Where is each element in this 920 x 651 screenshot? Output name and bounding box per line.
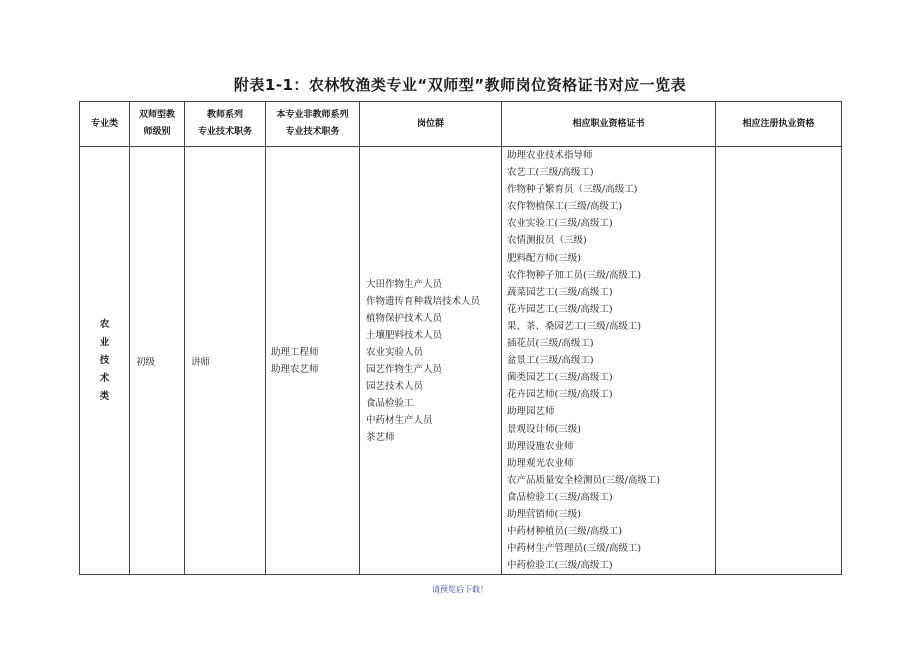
post-item: 农业实验人员 xyxy=(366,346,424,358)
header-level-line: 双师型教 xyxy=(138,110,175,120)
certificate-item: 作物种子繁育员（三级/高级工) xyxy=(507,184,638,196)
certificate-item: 肥料配方师(三级) xyxy=(507,252,581,264)
header-category: 专业类 xyxy=(80,102,130,147)
cell-level: 初级 xyxy=(130,147,185,575)
certificate-item: 花卉园艺工(三级/高级工) xyxy=(507,303,613,315)
certificate-item: 助理设施农业师 xyxy=(507,440,574,452)
header-nonteacher-title-line: 本专业非教师系列 xyxy=(276,110,349,120)
cell-teacher-title: 讲师 xyxy=(185,147,266,575)
certificate-item: 中药检验工(三级/高级工) xyxy=(507,560,613,572)
post-item: 植物保护技术人员 xyxy=(366,312,443,324)
cell-registration xyxy=(716,147,842,575)
cell-category xyxy=(80,147,130,575)
footer-note: 请预览后下载！ xyxy=(432,585,488,594)
certificate-item: 助理农业技术指导师 xyxy=(507,150,593,161)
certificate-item: 盆景工(三级/高级工) xyxy=(507,355,594,367)
category-char: 技 xyxy=(99,354,110,366)
cell-posts xyxy=(360,147,502,575)
post-item: 大田作物生产人员 xyxy=(366,278,443,290)
certificate-item: 农业实验工(三级/高级工) xyxy=(507,218,613,230)
post-item: 园艺作物生产人员 xyxy=(366,363,443,375)
category-char: 业 xyxy=(99,336,110,348)
header-teacher-title xyxy=(185,102,266,147)
page-title: 附表1-1：农林牧渔类专业“双师型”教师岗位资格证书对应一览表 xyxy=(233,76,687,94)
nonteacher-title-item: 助理农艺师 xyxy=(271,363,319,375)
category-char: 术 xyxy=(99,372,110,384)
header-nonteacher-title xyxy=(266,102,360,147)
cell-certificates xyxy=(502,147,716,575)
certificate-item: 中药材种植员(三级/高级工) xyxy=(507,526,623,538)
nonteacher-title-item: 助理工程师 xyxy=(271,346,319,358)
header-teacher-title-line: 专业技术职务 xyxy=(197,127,252,137)
certificate-item: 农产品质量安全检测员(三级/高级工) xyxy=(507,474,661,486)
certificate-item: 中药材生产管理员(三级/高级工) xyxy=(507,543,642,555)
header-registration: 相应注册执业资格 xyxy=(716,102,842,147)
certificate-item: 蔬菜园艺工(三级/高级工) xyxy=(507,286,613,298)
header-nonteacher-title-line: 专业技术职务 xyxy=(285,127,340,137)
table-header-row xyxy=(80,102,842,147)
post-item: 园艺技术人员 xyxy=(366,380,424,392)
post-item: 中药材生产人员 xyxy=(366,414,433,426)
certificate-item: 菌类园艺工(三级/高级工) xyxy=(507,372,613,384)
header-certificates: 相应职业资格证书 xyxy=(502,102,716,147)
cell-nonteacher-title xyxy=(266,147,360,575)
certificate-item: 农作物种子加工员(三级/高级工) xyxy=(507,269,642,281)
certificate-item: 花卉园艺师(三级/高级工) xyxy=(507,389,613,401)
table-row xyxy=(80,147,842,575)
post-item: 食品检验工 xyxy=(366,397,414,409)
certificate-item: 助理观光农业师 xyxy=(507,457,574,469)
post-item: 作物遗传育种栽培技术人员 xyxy=(366,295,481,307)
header-posts: 岗位群 xyxy=(360,102,502,147)
certificate-table xyxy=(79,101,842,575)
header-level-line: 师级别 xyxy=(143,127,171,137)
certificate-item: 助理园艺师 xyxy=(507,406,555,418)
certificate-item: 景观设计师(三级) xyxy=(507,423,581,435)
certificate-item: 农艺工(三级/高级工) xyxy=(507,167,594,179)
post-item: 茶艺师 xyxy=(366,431,395,443)
certificate-item: 农情测报员（三级) xyxy=(507,235,587,247)
certificate-item: 食品检验工(三级/高级工) xyxy=(507,491,613,503)
certificate-item: 助理营销师(三级) xyxy=(507,508,581,520)
certificate-item: 果、茶、桑园艺工(三级/高级工) xyxy=(507,320,642,332)
certificate-item: 插花员(三级/高级工) xyxy=(507,338,594,350)
certificate-item: 农作物植保工(三级/高级工) xyxy=(507,201,623,213)
post-item: 土壤肥料技术人员 xyxy=(366,329,443,341)
category-char: 农 xyxy=(99,318,110,330)
header-teacher-title-line: 教师系列 xyxy=(206,110,243,120)
header-level xyxy=(130,102,185,147)
category-char: 类 xyxy=(99,390,110,402)
